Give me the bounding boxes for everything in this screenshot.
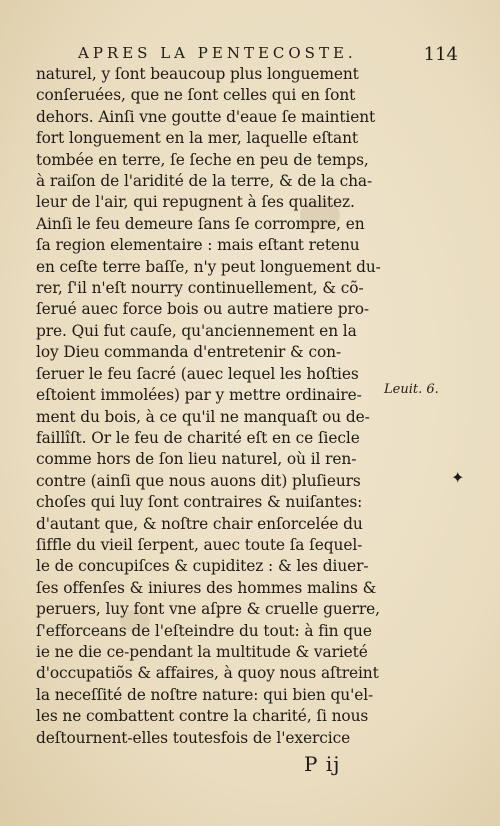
margin-note: Leuit. 6.	[384, 382, 439, 397]
text-line: le de concupiſces & cupiditez : & les diuer-	[36, 557, 369, 576]
text-line: deſtournent-elles toutesfois de l'exercice	[36, 728, 351, 747]
text-line: ſiffle du vieil ſerpent, auec toute ſa ſequel-	[36, 535, 363, 554]
ornament-icon: ✦	[451, 468, 465, 487]
text-line: loy Dieu commanda d'entretenir & con-	[36, 343, 342, 362]
text-line: ſa region elementaire : mais eſtant retenu	[36, 236, 360, 255]
text-line: eſtoient immolées) par y mettre ordinaire-	[36, 386, 362, 405]
text-line: tombée en terre, ſe ſeche en peu de temps,	[36, 150, 369, 169]
text-line: ſes offenſes & iniures des hommes malins &	[36, 578, 377, 597]
text-line: pre. Qui fut cauſe, qu'anciennement en la	[36, 321, 357, 340]
text-line: naturel, y ſont beaucoup plus longuement	[36, 65, 359, 83]
text-line: la neceſſité de noſtre nature: qui bien qu'el-	[36, 685, 374, 704]
body-text	[36, 64, 381, 749]
text-line: d'occupatiõs & affaires, à quoy nous aſtreint	[36, 664, 379, 683]
text-line: en ceſte terre baſſe, n'y peut longuement du-	[36, 257, 381, 276]
running-head: APRES LA PENTECOSTE.	[78, 44, 357, 62]
text-line: ſ'efforceans de l'eſteindre du tout: à fin que	[36, 621, 372, 640]
text-line: ſerué auec force bois ou autre matiere pro-	[36, 300, 369, 319]
text-line: d'autant que, & noſtre chair enſorcelée du	[36, 514, 363, 533]
text-line: les ne combattent contre la charité, ſi nous	[36, 707, 369, 726]
text-line: ie ne die ce-pendant la multitude & varieté	[36, 642, 368, 661]
text-line: contre (ainſi que nous auons dit) pluſieurs	[36, 471, 361, 490]
text-line: ſeruer le feu ſacré (auec lequel les hoſties	[36, 364, 359, 383]
text-line: faillîſt. Or le feu de charité eſt en ce ſiecle	[36, 428, 360, 447]
signature-mark: P ij	[304, 752, 341, 776]
text-line: peruers, luy font vne aſpre & cruelle guerre,	[36, 600, 380, 619]
page-number: 114	[423, 44, 458, 65]
text-line: comme hors de ſon lieu naturel, où il ren-	[36, 450, 357, 469]
text-line: à raiſon de l'aridité de la terre, & de la cha-	[36, 172, 373, 191]
text-line: choſes qui luy ſont contraires & nuiſantes:	[36, 493, 363, 512]
text-line: Ainſi le feu demeure ſans ſe corrompre, en	[36, 214, 365, 233]
text-line: fort longuement en la mer, laquelle eſtant	[36, 129, 358, 148]
text-line: rer, ſ'il n'eſt nourry continuellement, & cõ-	[36, 279, 364, 298]
text-line: leur de l'air, qui repugnent à ſes qualitez.	[36, 193, 355, 212]
text-line: ment du bois, à ce qu'il ne manquaſt ou de-	[36, 407, 370, 426]
text-line: dehors. Ainſi vne goutte d'eaue ſe maintient	[36, 107, 376, 126]
text-line: conſeruées, que ne ſont celles qui en ſont	[36, 86, 356, 105]
